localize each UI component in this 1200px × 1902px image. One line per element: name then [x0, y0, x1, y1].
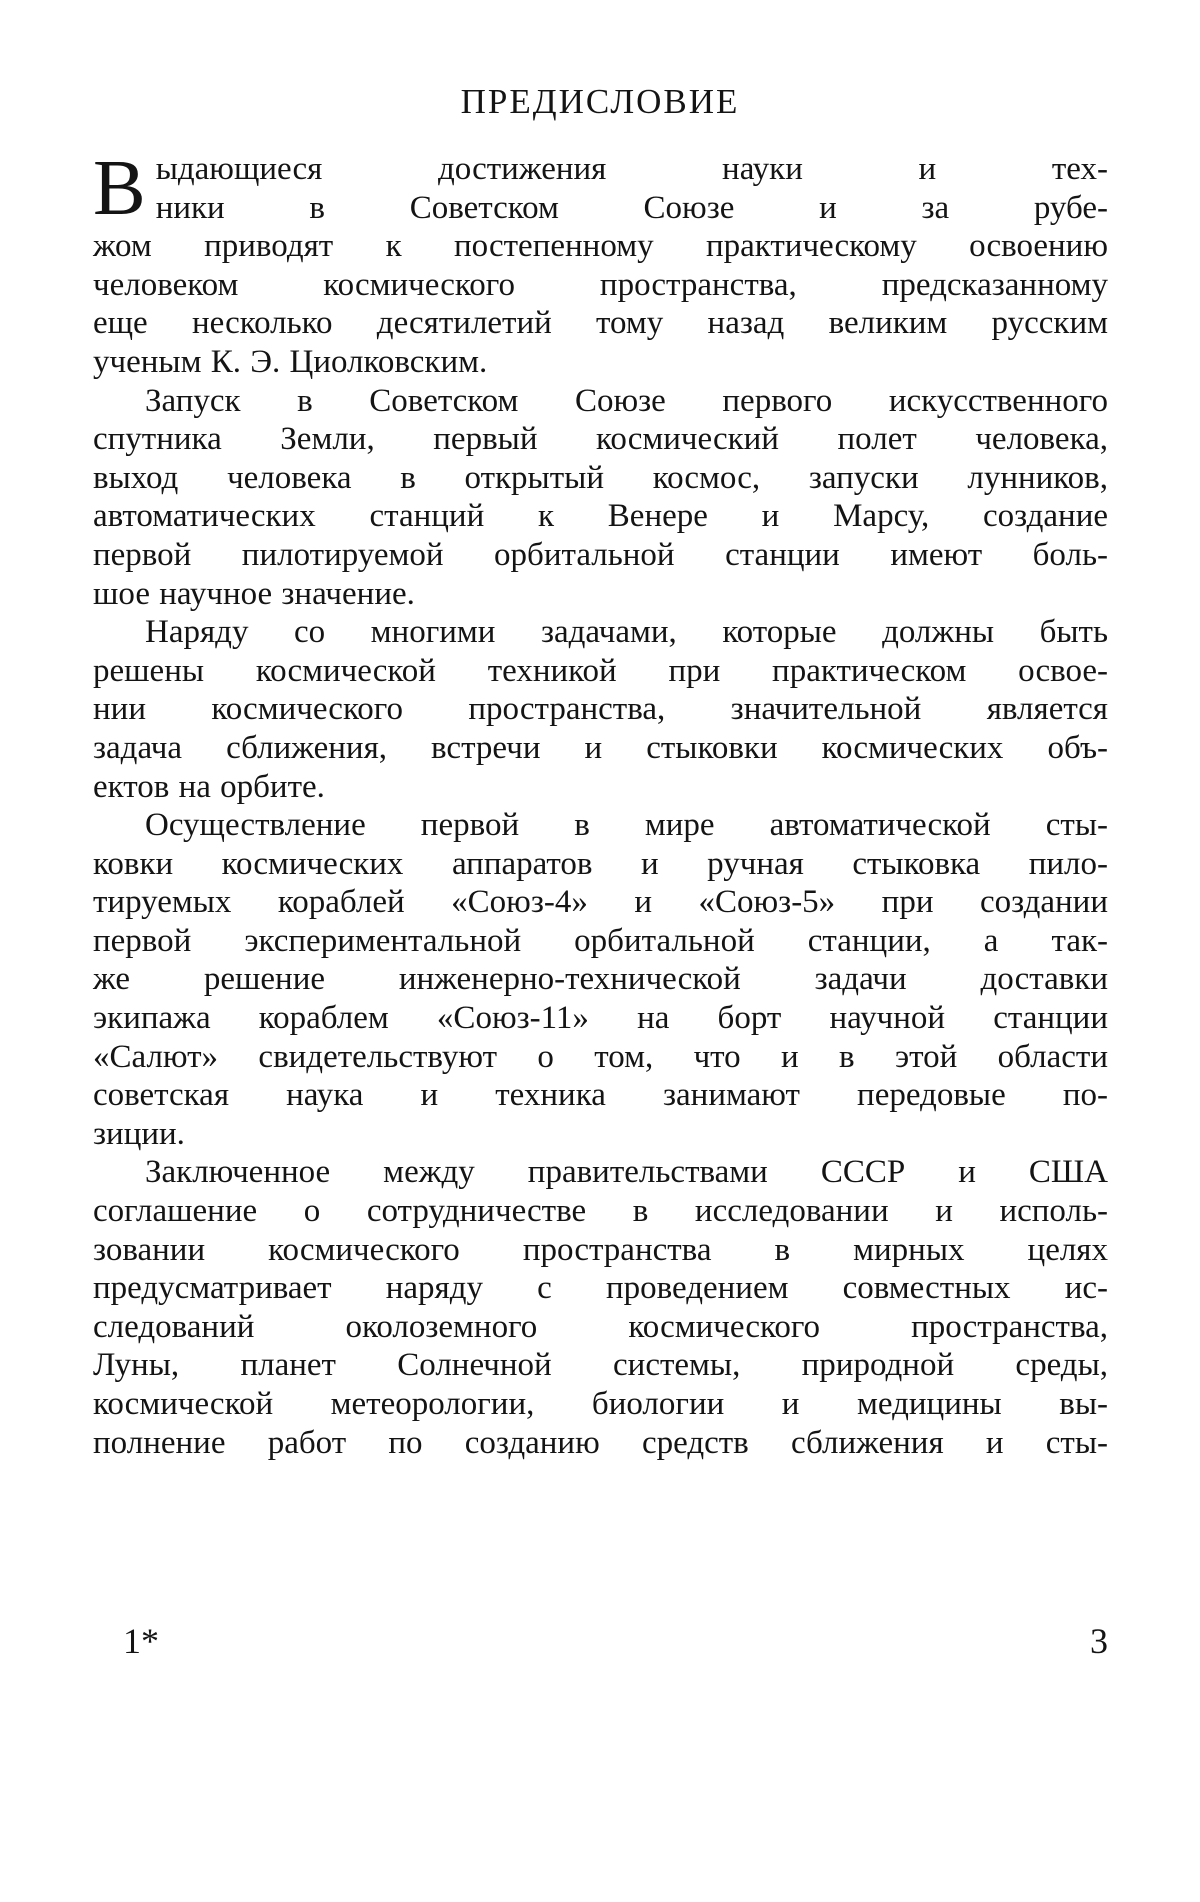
text-line: советская наука и техника занимают передовые по-	[93, 1077, 1108, 1114]
text-line: шое научное значение.	[93, 575, 415, 612]
drop-cap: В	[93, 145, 146, 232]
paragraph-5	[93, 1153, 1108, 1462]
body-text	[93, 145, 1108, 1462]
text-line: спутника Земли, первый космический полет человека,	[93, 421, 1108, 458]
text-line: еще несколько десятилетий тому назад великим русским	[93, 305, 1108, 342]
signature-mark: 1*	[123, 1621, 159, 1661]
text-line: задача сближения, встречи и стыковки космических объ-	[93, 729, 1108, 766]
text-line: автоматических станций к Венере и Марсу, создание	[93, 498, 1108, 535]
text-line: первой экспериментальной орбитальной станции, а так-	[93, 922, 1108, 959]
text-line: ученым К. Э. Циолковским.	[93, 343, 488, 380]
text-line: предусматривает наряду с проведением совместных ис-	[93, 1270, 1108, 1307]
text-line: тируемых кораблей «Союз-4» и «Союз-5» при создании	[93, 884, 1108, 921]
text-line: ковки космических аппаратов и ручная стыковка пило-	[93, 845, 1108, 882]
text-line: нии космического пространства, значительной является	[93, 691, 1108, 728]
text-line: зиции.	[93, 1115, 185, 1152]
text-line: выход человека в открытый космос, запуски лунников,	[93, 459, 1108, 496]
text-line: Осуществление первой в мире автоматической сты-	[145, 807, 1108, 844]
text-line: первой пилотируемой орбитальной станции имеют боль-	[93, 536, 1108, 573]
page-footer	[93, 1620, 1108, 1670]
text-line: ектов на орбите.	[93, 768, 325, 805]
text-line: Заключенное между правительствами СССР и США	[145, 1154, 1108, 1191]
text-line: космической метеорологии, биологии и медицины вы-	[93, 1386, 1108, 1422]
page-title: ПРЕДИСЛОВИЕ	[460, 82, 740, 121]
text-line: следований околоземного космического пространства,	[93, 1308, 1108, 1345]
text-line: экипажа кораблем «Союз-11» на борт научной станции	[93, 1000, 1108, 1037]
text-line: Запуск в Советском Союзе первого искусственного	[145, 382, 1108, 419]
page-number: 3	[1090, 1621, 1108, 1661]
paragraph-2	[93, 382, 1108, 614]
paragraph-4	[93, 806, 1108, 1153]
paragraph-1	[93, 145, 1108, 382]
text-line: Наряду со многими задачами, которые должны быть	[145, 614, 1108, 651]
text-line: ыдающиеся достижения науки и тех-	[155, 151, 1108, 187]
paragraph-3	[93, 613, 1108, 806]
text-line: «Салют» свидетельствуют о том, что и в этой области	[93, 1038, 1108, 1075]
text-line: зовании космического пространства в мирных целях	[93, 1231, 1108, 1268]
text-line: Луны, планет Солнечной системы, природной среды,	[93, 1347, 1108, 1384]
text-line: человеком космического пространства, предсказанному	[93, 266, 1108, 303]
text-line: же решение инженерно-технической задачи доставки	[93, 961, 1108, 998]
text-line: ники в Советском Союзе и за рубе-	[155, 189, 1108, 226]
text-line: полнение работ по созданию средств сближения и сты-	[93, 1424, 1108, 1461]
text-line: жом приводят к постепенному практическому освоению	[93, 228, 1108, 265]
text-line: решены космической техникой при практическом освое-	[93, 652, 1108, 689]
text-line: соглашение о сотрудничестве в исследовании и исполь-	[93, 1193, 1108, 1230]
